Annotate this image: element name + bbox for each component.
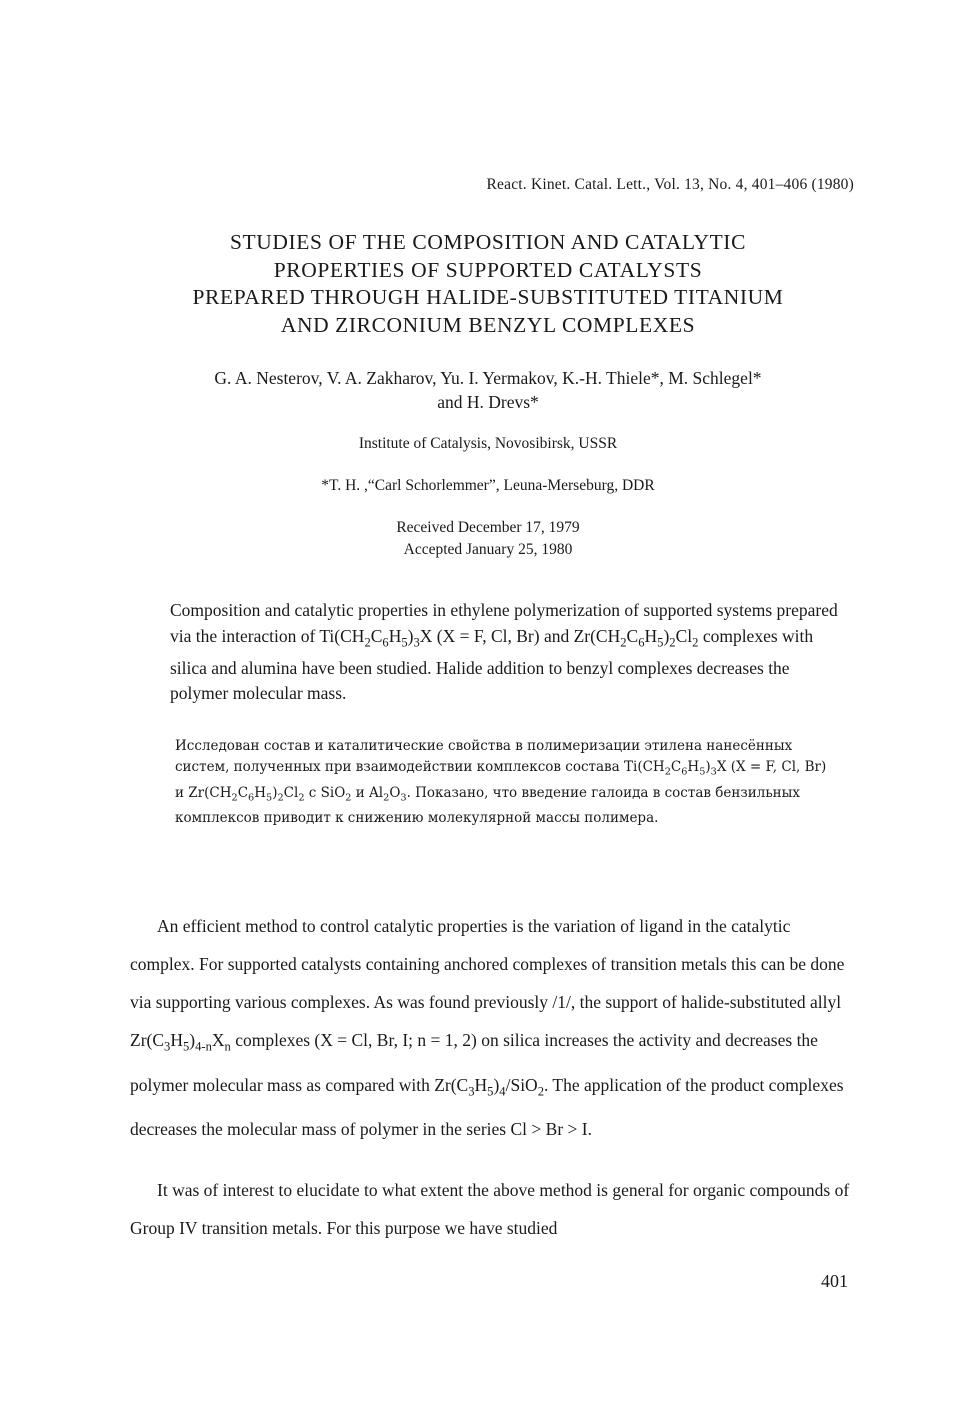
journal-citation: React. Kinet. Catal. Lett., Vol. 13, No. 4, 401–406 (1980): [486, 176, 854, 193]
authors-line: G. A. Nesterov, V. A. Zakharov, Yu. I. Yermakov, K.-H. Thiele*, M. Schlegel*: [214, 368, 762, 388]
body-paragraph-1: An efficient method to control catalytic properties is the variation of ligand in the catalytic complex. For supported catalysts containing anchored complexes of transition metals this can be done via supporting various complexes. As was found previously /1/, the support of halide-substituted allyl $Zr(C_3H_5)_{4-n}X_n$ complexes (X = Cl, Br, I; n = 1, 2) on silica increases the activity and decreases the polymer molecular mass as compared with $Zr(C_3H_5)_4/SiO_2$. The application of the product complexes decreases the molecular mass of polymer in the series Cl > Br > I.: [130, 916, 845, 1139]
page-number: 401: [821, 1271, 848, 1291]
title-line: PROPERTIES OF SUPPORTED CATALYSTS: [273, 257, 703, 282]
title-line: STUDIES OF THE COMPOSITION AND CATALYTIC: [229, 230, 747, 254]
body-paragraph-2: It was of interest to elucidate to what extent the above method is general for organic compounds of Group IV transition metals. For this purpose we have studied: [130, 1180, 850, 1238]
author-list: [0, 366, 976, 414]
title-line: PREPARED THROUGH HALIDE-SUBSTITUTED TITANIUM: [192, 285, 784, 309]
abstract-russian: Исследован состав и каталитические свойства в полимеризации этилена нанесённых систем, полученных при взаимодействии комплексов состава $Ti(CH_2C_6H_5)_3X$ (X = F, Cl, Br) и $Zr(CH_2C_6H_5)_2Cl_2$ с SiO$_2$ и $Al_2O_3$. Показано, что введение галоида в состав бензильных комплексов приводит к снижению молекулярной массы полимера.: [175, 738, 827, 827]
received-date: Received December 17, 1979: [396, 519, 580, 536]
paper-title: [0, 229, 976, 339]
affiliation-secondary: *T. H. ,“Carl Schorlemmer”, Leuna-Merseburg, DDR: [321, 477, 655, 494]
affiliation-primary: Institute of Catalysis, Novosibirsk, USSR: [358, 435, 618, 452]
accepted-date: Accepted January 25, 1980: [403, 541, 573, 558]
submission-dates: [0, 517, 976, 561]
abstract-english: Composition and catalytic properties in ethylene polymerization of supported systems prepared via the interaction of $Ti(CH_2C_6H_5)_3X$ (X = F, Cl, Br) and $Zr(CH_2C_6H_5)_2Cl_2$ complexes with silica and alumina have been studied. Halide addition to benzyl complexes decreases the polymer molecular mass.: [170, 600, 838, 703]
title-line: AND ZIRCONIUM BENZYL COMPLEXES: [280, 312, 696, 337]
authors-line: and H. Drevs*: [437, 392, 539, 412]
